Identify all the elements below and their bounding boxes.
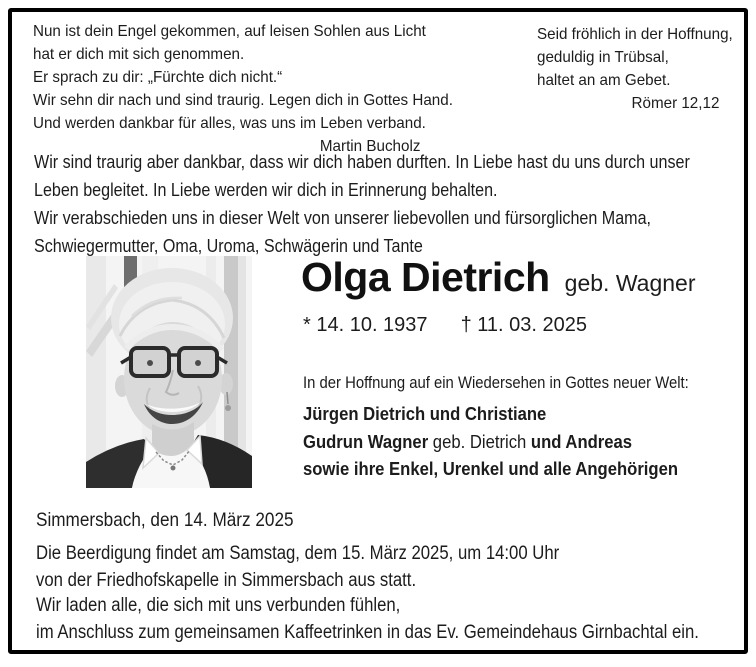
intro-line: Leben begleitet. In Liebe werden wir dich in Erinnerung behalten.	[34, 179, 498, 200]
portrait-photo	[86, 256, 252, 488]
deceased-name-row	[301, 254, 696, 301]
coffee-invitation	[36, 593, 699, 646]
deceased-name: Olga Dietrich	[301, 254, 550, 300]
birth-date: * 14. 10. 1937	[303, 314, 428, 336]
poem-line: hat er dich mit sich genommen.	[33, 46, 245, 63]
intro-line: Wir verabschieden uns in dieser Welt von unserer liebevollen und fürsorglichen Mama,	[34, 207, 651, 228]
mourner-name: und Andreas	[530, 430, 633, 452]
death-date: † 11. 03. 2025	[460, 314, 587, 336]
intro-line: Schwiegermutter, Oma, Uroma, Schwägerin und Tante	[34, 235, 423, 256]
place-dateline: Simmersbach, den 14. März 2025	[36, 509, 294, 531]
funeral-line: von der Friedhofskapelle in Simmersbach aus statt.	[36, 569, 417, 591]
poem-line: Er sprach zu dir: „Fürchte dich nicht.“	[33, 69, 283, 86]
verse-reference: Römer 12,12	[631, 95, 720, 112]
intro-paragraph	[34, 148, 690, 260]
life-dates	[303, 314, 587, 337]
poem-line: Nun ist dein Engel gekommen, auf leisen Sohlen aus Licht	[33, 23, 426, 40]
funeral-line: Die Beerdigung findet am Samstag, dem 15. März 2025, um 14:00 Uhr	[36, 543, 560, 564]
opening-poem	[33, 20, 453, 158]
mourner-maiden-name: geb. Dietrich	[428, 430, 531, 452]
verse-line: geduldig in Trübsal,	[537, 49, 669, 66]
bible-verse	[537, 23, 733, 115]
mourner-name: Gudrun Wagner	[303, 430, 429, 452]
intro-line: Wir sind traurig aber dankbar, dass wir dich haben durften. In Liebe hast du uns durch unser	[34, 151, 690, 172]
maiden-name: geb. Wagner	[564, 270, 696, 296]
mourners-line	[303, 428, 689, 456]
funeral-info	[36, 541, 559, 594]
hope-line: In der Hoffnung auf ein Wiedersehen in Gottes neuer Welt:	[303, 374, 689, 392]
mourners-section	[303, 371, 689, 483]
portrait-photo-image	[86, 256, 252, 488]
verse-line: haltet an am Gebet.	[537, 72, 671, 89]
invitation-line: Wir laden alle, die sich mit uns verbunden fühlen,	[36, 595, 401, 616]
verse-line: Seid fröhlich in der Hoffnung,	[537, 26, 733, 43]
mourners-line: Jürgen Dietrich und Christiane	[303, 403, 547, 424]
invitation-line: im Anschluss zum gemeinsamen Kaffeetrinken in das Ev. Gemeindehaus Girnbachtal ein.	[36, 621, 699, 643]
poem-line: Und werden dankbar für alles, was uns im Leben verband.	[33, 115, 426, 132]
poem-line: Wir sehn dir nach und sind traurig. Legen dich in Gottes Hand.	[33, 92, 453, 109]
poem-attribution: Martin Bucholz	[319, 138, 421, 155]
mourners-line: sowie ihre Enkel, Urenkel und alle Angehörigen	[303, 458, 679, 479]
